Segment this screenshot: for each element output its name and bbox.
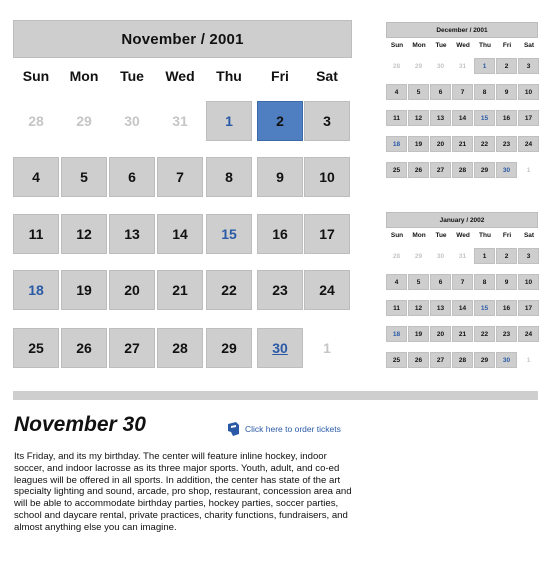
day-number: 19 — [76, 282, 92, 298]
mini-day-cell[interactable]: 17 — [518, 110, 539, 126]
day-cell[interactable] — [157, 214, 203, 254]
mini-day-cell[interactable]: 23 — [496, 326, 517, 342]
mini-day-cell[interactable]: 11 — [386, 110, 407, 126]
day-number: 23 — [272, 282, 288, 298]
mini-day-cell[interactable]: 2 — [496, 248, 517, 264]
mini-weekday-header: Sat — [523, 42, 535, 49]
mini-day-cell[interactable]: 21 — [452, 326, 473, 342]
day-cell[interactable] — [109, 328, 155, 368]
day-cell[interactable] — [61, 214, 107, 254]
day-number: 25 — [28, 340, 44, 356]
day-number: 1 — [323, 340, 331, 356]
mini-day-cell[interactable]: 20 — [430, 136, 451, 152]
day-number: 5 — [80, 169, 88, 185]
mini-day-cell[interactable]: 12 — [408, 300, 429, 316]
day-number: 6 — [128, 169, 136, 185]
mini-day-cell[interactable]: 23 — [496, 136, 517, 152]
mini-day-cell[interactable]: 28 — [452, 352, 473, 368]
day-number: 22 — [221, 282, 237, 298]
order-tickets-label[interactable]: Click here to order tickets — [245, 424, 341, 434]
day-number: 31 — [172, 113, 188, 129]
mini-day-cell[interactable]: 16 — [496, 300, 517, 316]
day-cell[interactable] — [257, 214, 303, 254]
day-cell[interactable] — [61, 328, 107, 368]
mini-day-cell[interactable]: 1 — [474, 248, 495, 264]
day-number: 21 — [172, 282, 188, 298]
day-number: 4 — [32, 169, 40, 185]
mini-weekday-header: Fri — [502, 232, 512, 239]
mini-day-cell[interactable]: 8 — [474, 274, 495, 290]
event-date-title: November 30 — [14, 413, 146, 436]
mini-weekday-header: Tue — [435, 42, 447, 49]
mini-day-cell[interactable]: 19 — [408, 326, 429, 342]
day-number: 30 — [272, 340, 288, 356]
mini-weekday-header: Sun — [390, 42, 404, 49]
mini-day-cell[interactable]: 10 — [518, 274, 539, 290]
mini-weekday-header: Sun — [390, 232, 404, 239]
mini-day-cell[interactable]: 30 — [496, 162, 517, 178]
mini-weekday-header: Thu — [479, 42, 491, 49]
day-number: 30 — [124, 113, 140, 129]
day-number: 17 — [319, 226, 335, 242]
mini-day-cell[interactable]: 2 — [496, 58, 517, 74]
mini-day-cell[interactable]: 30 — [496, 352, 517, 368]
weekday-header: Sat — [316, 68, 338, 84]
weekday-header: Sun — [22, 68, 50, 84]
day-cell[interactable] — [157, 157, 203, 197]
mini-day-cell: 31 — [458, 252, 467, 260]
day-number: 26 — [76, 340, 92, 356]
mini-day-cell: 1 — [526, 166, 531, 174]
day-cell[interactable] — [157, 328, 203, 368]
mini-day-cell: 28 — [392, 62, 401, 70]
mini-day-cell[interactable]: 24 — [518, 136, 539, 152]
mini-day-cell[interactable]: 11 — [386, 300, 407, 316]
mini-day-cell: 28 — [392, 252, 401, 260]
mini-day-cell[interactable]: 7 — [452, 274, 473, 290]
day-number: 28 — [28, 113, 44, 129]
day-number: 20 — [124, 282, 140, 298]
weekday-header: Wed — [165, 68, 195, 84]
mini-day-cell[interactable]: 4 — [386, 84, 407, 100]
mini-day-cell[interactable]: 18 — [386, 326, 407, 342]
day-number: 10 — [319, 169, 335, 185]
day-cell[interactable] — [206, 101, 252, 141]
mini-day-cell: 1 — [526, 356, 531, 364]
mini-weekday-header: Wed — [456, 42, 470, 49]
day-cell[interactable] — [13, 157, 59, 197]
day-cell[interactable] — [109, 214, 155, 254]
day-number: 18 — [28, 282, 44, 298]
event-description: Its Friday, and its my birthday. The center will feature inline hockey, indoor soccer, and indoor lacrosse as its three major sports. Youth, adult, and co-ed leagues will be offered in all sports. In addition, the center has state of the art specialty lighting and sound, arcade, pro shop, restaurant, concession area and will be able to accommodate birthday parties, hockey parties, soccer parties, school and daycare rental, private practices, charity functions, fundraisers, and almost anything else you can imagine. — [14, 451, 352, 533]
day-cell — [304, 328, 350, 368]
day-number: 24 — [319, 282, 335, 298]
day-number: 9 — [276, 169, 284, 185]
mini-day-cell[interactable]: 25 — [386, 162, 407, 178]
mini-day-cell[interactable]: 22 — [474, 326, 495, 342]
day-cell[interactable] — [13, 214, 59, 254]
mini-day-cell[interactable]: 27 — [430, 352, 451, 368]
mini-day-cell: 29 — [414, 252, 423, 260]
mini-day-cell[interactable]: 10 — [518, 84, 539, 100]
day-cell[interactable] — [304, 270, 350, 310]
weekday-header: Mon — [69, 68, 99, 84]
day-cell[interactable] — [13, 328, 59, 368]
day-cell — [109, 101, 155, 141]
day-cell[interactable] — [257, 157, 303, 197]
day-number: 2 — [276, 113, 284, 129]
mini-day-cell[interactable]: 28 — [452, 162, 473, 178]
mini-day-cell[interactable]: 29 — [474, 352, 495, 368]
day-cell[interactable] — [109, 157, 155, 197]
day-cell[interactable] — [304, 157, 350, 197]
mini-day-cell[interactable]: 7 — [452, 84, 473, 100]
mini-weekday-header: Fri — [502, 42, 512, 49]
mini-day-cell[interactable]: 14 — [452, 110, 473, 126]
mini-weekday-header: Wed — [456, 232, 470, 239]
mini-day-cell[interactable]: 24 — [518, 326, 539, 342]
day-cell[interactable] — [61, 270, 107, 310]
mini-day-cell[interactable]: 26 — [408, 352, 429, 368]
weekday-header: Fri — [271, 68, 289, 84]
day-cell[interactable] — [206, 214, 252, 254]
selected-day-cell[interactable] — [257, 101, 303, 141]
day-number: 3 — [323, 113, 331, 129]
day-number: 28 — [172, 340, 188, 356]
day-number: 16 — [272, 226, 288, 242]
mini-day-cell[interactable]: 29 — [474, 162, 495, 178]
mini-calendar-title: January / 2002 — [386, 212, 538, 228]
main-calendar-title: November / 2001 — [13, 20, 352, 58]
mini-day-cell: 30 — [436, 62, 445, 70]
mini-day-cell[interactable]: 13 — [430, 110, 451, 126]
day-number: 7 — [176, 169, 184, 185]
mini-day-cell[interactable]: 22 — [474, 136, 495, 152]
day-cell[interactable] — [13, 270, 59, 310]
day-number: 29 — [221, 340, 237, 356]
mini-day-cell[interactable]: 6 — [430, 84, 451, 100]
day-cell[interactable] — [257, 270, 303, 310]
day-cell[interactable] — [206, 157, 252, 197]
mini-day-cell[interactable]: 13 — [430, 300, 451, 316]
mini-day-cell[interactable]: 20 — [430, 326, 451, 342]
mini-day-cell[interactable]: 18 — [386, 136, 407, 152]
day-number: 12 — [76, 226, 92, 242]
day-cell[interactable] — [257, 328, 303, 368]
day-cell[interactable] — [109, 270, 155, 310]
day-number: 13 — [124, 226, 140, 242]
mini-day-cell[interactable]: 19 — [408, 136, 429, 152]
mini-day-cell[interactable]: 5 — [408, 84, 429, 100]
weekday-header: Tue — [120, 68, 144, 84]
day-cell — [13, 101, 59, 141]
day-cell — [157, 101, 203, 141]
mini-weekday-header: Mon — [412, 42, 426, 49]
day-number: 14 — [172, 226, 188, 242]
mini-day-cell[interactable]: 21 — [452, 136, 473, 152]
mini-weekday-header: Mon — [412, 232, 426, 239]
day-cell[interactable] — [61, 157, 107, 197]
mini-weekday-header: Thu — [479, 232, 491, 239]
day-number: 27 — [124, 340, 140, 356]
section-divider — [13, 391, 538, 400]
mini-weekday-header: Sat — [523, 232, 535, 239]
mini-day-cell[interactable]: 16 — [496, 110, 517, 126]
mini-day-cell: 29 — [414, 62, 423, 70]
day-cell[interactable] — [206, 328, 252, 368]
day-number: 11 — [28, 226, 44, 242]
mini-day-cell[interactable]: 27 — [430, 162, 451, 178]
mini-day-cell[interactable]: 1 — [474, 58, 495, 74]
day-number: 15 — [221, 226, 237, 242]
day-number: 29 — [76, 113, 92, 129]
mini-day-cell[interactable]: 26 — [408, 162, 429, 178]
mini-day-cell[interactable]: 9 — [496, 274, 517, 290]
day-cell[interactable] — [304, 214, 350, 254]
mini-day-cell[interactable]: 8 — [474, 84, 495, 100]
day-number: 1 — [225, 113, 233, 129]
order-tickets-link[interactable] — [227, 421, 341, 437]
mini-day-cell[interactable]: 12 — [408, 110, 429, 126]
day-number: 8 — [225, 169, 233, 185]
day-cell[interactable] — [157, 270, 203, 310]
day-cell[interactable] — [206, 270, 252, 310]
mini-day-cell[interactable]: 25 — [386, 352, 407, 368]
weekday-header: Thu — [216, 68, 242, 84]
mini-day-cell: 31 — [458, 62, 467, 70]
mini-day-cell[interactable]: 14 — [452, 300, 473, 316]
mini-day-cell[interactable]: 5 — [408, 274, 429, 290]
mini-day-cell[interactable]: 9 — [496, 84, 517, 100]
mini-day-cell[interactable]: 15 — [474, 110, 495, 126]
ticket-icon — [227, 421, 241, 437]
mini-calendar-title: December / 2001 — [386, 22, 538, 38]
day-cell — [61, 101, 107, 141]
mini-day-cell[interactable]: 17 — [518, 300, 539, 316]
mini-weekday-header: Tue — [435, 232, 447, 239]
mini-day-cell: 30 — [436, 252, 445, 260]
day-cell[interactable] — [304, 101, 350, 141]
mini-day-cell[interactable]: 3 — [518, 58, 539, 74]
mini-day-cell[interactable]: 4 — [386, 274, 407, 290]
mini-day-cell[interactable]: 6 — [430, 274, 451, 290]
mini-day-cell[interactable]: 3 — [518, 248, 539, 264]
mini-day-cell[interactable]: 15 — [474, 300, 495, 316]
